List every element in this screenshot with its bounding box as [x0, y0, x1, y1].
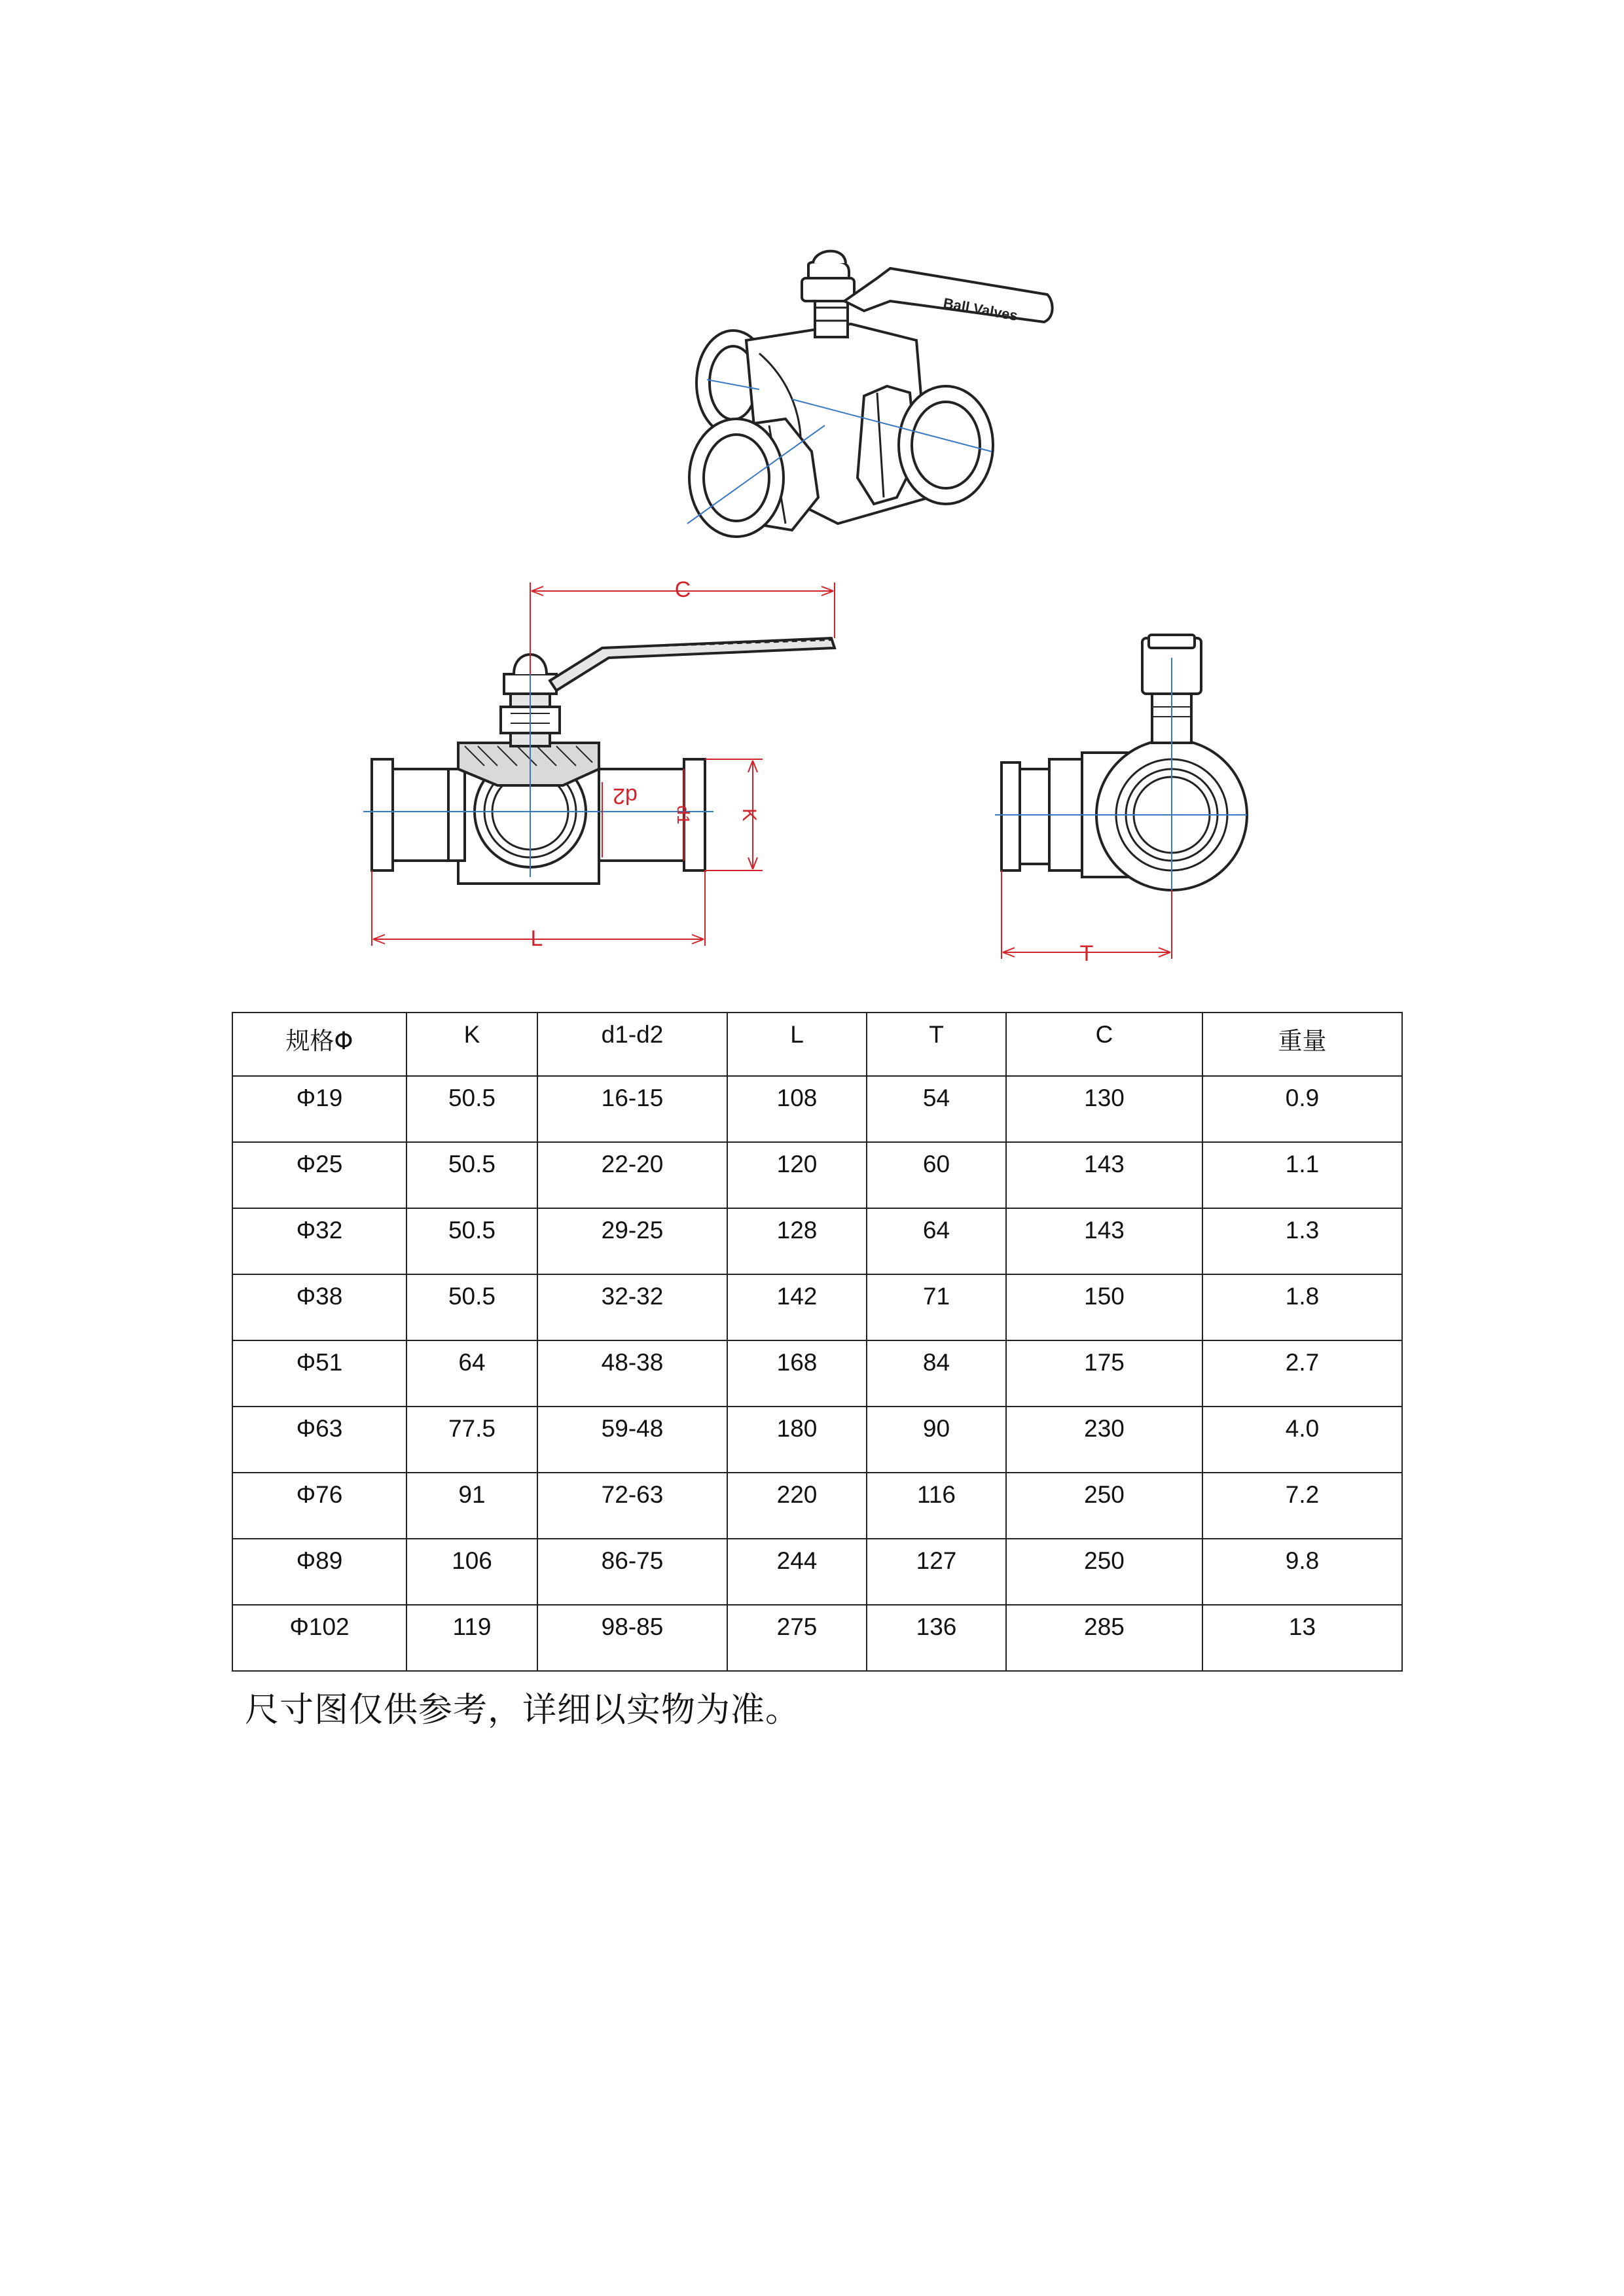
table-cell: 48-38	[537, 1340, 727, 1407]
valve-drawings	[0, 0, 1624, 982]
table-row	[232, 1605, 1402, 1671]
table-cell: 230	[1006, 1407, 1202, 1473]
table-cell: 22-20	[537, 1142, 727, 1208]
table-cell: 60	[867, 1142, 1006, 1208]
table-cell: 250	[1006, 1473, 1202, 1539]
table-cell: Φ19	[232, 1076, 406, 1142]
table-cell: 250	[1006, 1539, 1202, 1605]
table-cell: 168	[727, 1340, 867, 1407]
table-cell: 106	[406, 1539, 537, 1605]
spec-table	[232, 1012, 1403, 1672]
table-cell: 1.1	[1202, 1142, 1402, 1208]
table-cell: 4.0	[1202, 1407, 1402, 1473]
dim-label-l: L	[530, 926, 543, 951]
table-cell: 130	[1006, 1076, 1202, 1142]
table-cell: 143	[1006, 1142, 1202, 1208]
header-size: 规格Φ	[232, 1013, 406, 1076]
handle-brand-text: Ball Valves	[942, 295, 1019, 324]
table-cell: Φ76	[232, 1473, 406, 1539]
table-cell: 0.9	[1202, 1076, 1402, 1142]
dim-label-c: C	[674, 577, 691, 602]
table-cell: 108	[727, 1076, 867, 1142]
table-cell: 90	[867, 1407, 1006, 1473]
table-cell: 50.5	[406, 1208, 537, 1274]
table-cell: 32-32	[537, 1274, 727, 1340]
table-cell: 64	[867, 1208, 1006, 1274]
table-cell: 143	[1006, 1208, 1202, 1274]
table-cell: 150	[1006, 1274, 1202, 1340]
table-cell: 136	[867, 1605, 1006, 1671]
table-cell: 180	[727, 1407, 867, 1473]
header-weight: 重量	[1202, 1013, 1402, 1076]
table-row	[232, 1142, 1402, 1208]
dim-label-t: T	[1079, 941, 1094, 966]
disclaimer-note: 尺寸图仅供参考，详细以实物为准。	[245, 1691, 801, 1730]
table-cell: 244	[727, 1539, 867, 1605]
table-cell: 2.7	[1202, 1340, 1402, 1407]
table-cell: 220	[727, 1473, 867, 1539]
header-c: C	[1006, 1013, 1202, 1076]
dim-label-d2: d2	[613, 783, 638, 808]
header-t: T	[867, 1013, 1006, 1076]
table-cell: 116	[867, 1473, 1006, 1539]
side-view	[995, 635, 1247, 966]
table-cell: 128	[727, 1208, 867, 1274]
table-cell: 119	[406, 1605, 537, 1671]
table-row	[232, 1340, 1402, 1407]
table-cell: 64	[406, 1340, 537, 1407]
table-row	[232, 1407, 1402, 1473]
table-cell: 91	[406, 1473, 537, 1539]
table-cell: Φ63	[232, 1407, 406, 1473]
table-cell: 285	[1006, 1605, 1202, 1671]
table-cell: 7.2	[1202, 1473, 1402, 1539]
table-cell: Φ51	[232, 1340, 406, 1407]
dim-label-k: K	[738, 808, 760, 822]
table-cell: 1.8	[1202, 1274, 1402, 1340]
table-cell: 1.3	[1202, 1208, 1402, 1274]
table-cell: 84	[867, 1340, 1006, 1407]
table-cell: 86-75	[537, 1539, 727, 1605]
table-cell: Φ32	[232, 1208, 406, 1274]
table-cell: 16-15	[537, 1076, 727, 1142]
table-cell: 98-85	[537, 1605, 727, 1671]
header-l: L	[727, 1013, 867, 1076]
table-cell: 50.5	[406, 1142, 537, 1208]
table-row	[232, 1076, 1402, 1142]
table-cell: 142	[727, 1274, 867, 1340]
front-section-view	[363, 577, 835, 951]
table-header-row	[232, 1013, 1402, 1076]
table-body	[232, 1076, 1402, 1671]
table-cell: Φ102	[232, 1605, 406, 1671]
table-row	[232, 1208, 1402, 1274]
table-cell: 72-63	[537, 1473, 727, 1539]
table-cell: 50.5	[406, 1076, 537, 1142]
table-cell: 13	[1202, 1605, 1402, 1671]
table-cell: 59-48	[537, 1407, 727, 1473]
table-row	[232, 1473, 1402, 1539]
table-cell: Φ25	[232, 1142, 406, 1208]
table-cell: 77.5	[406, 1407, 537, 1473]
table-cell: Φ38	[232, 1274, 406, 1340]
header-k: K	[406, 1013, 537, 1076]
table-row	[232, 1539, 1402, 1605]
table-cell: 71	[867, 1274, 1006, 1340]
table-cell: Φ89	[232, 1539, 406, 1605]
table-cell: 127	[867, 1539, 1006, 1605]
table-cell: 275	[727, 1605, 867, 1671]
table-cell: 175	[1006, 1340, 1202, 1407]
table-cell: 9.8	[1202, 1539, 1402, 1605]
table-cell: 120	[727, 1142, 867, 1208]
table-cell: 54	[867, 1076, 1006, 1142]
table-cell: 50.5	[406, 1274, 537, 1340]
header-d1-d2: d1-d2	[537, 1013, 727, 1076]
table-cell: 29-25	[537, 1208, 727, 1274]
dim-label-d1: d1	[674, 805, 693, 825]
isometric-valve-view	[687, 251, 1053, 537]
table-row	[232, 1274, 1402, 1340]
